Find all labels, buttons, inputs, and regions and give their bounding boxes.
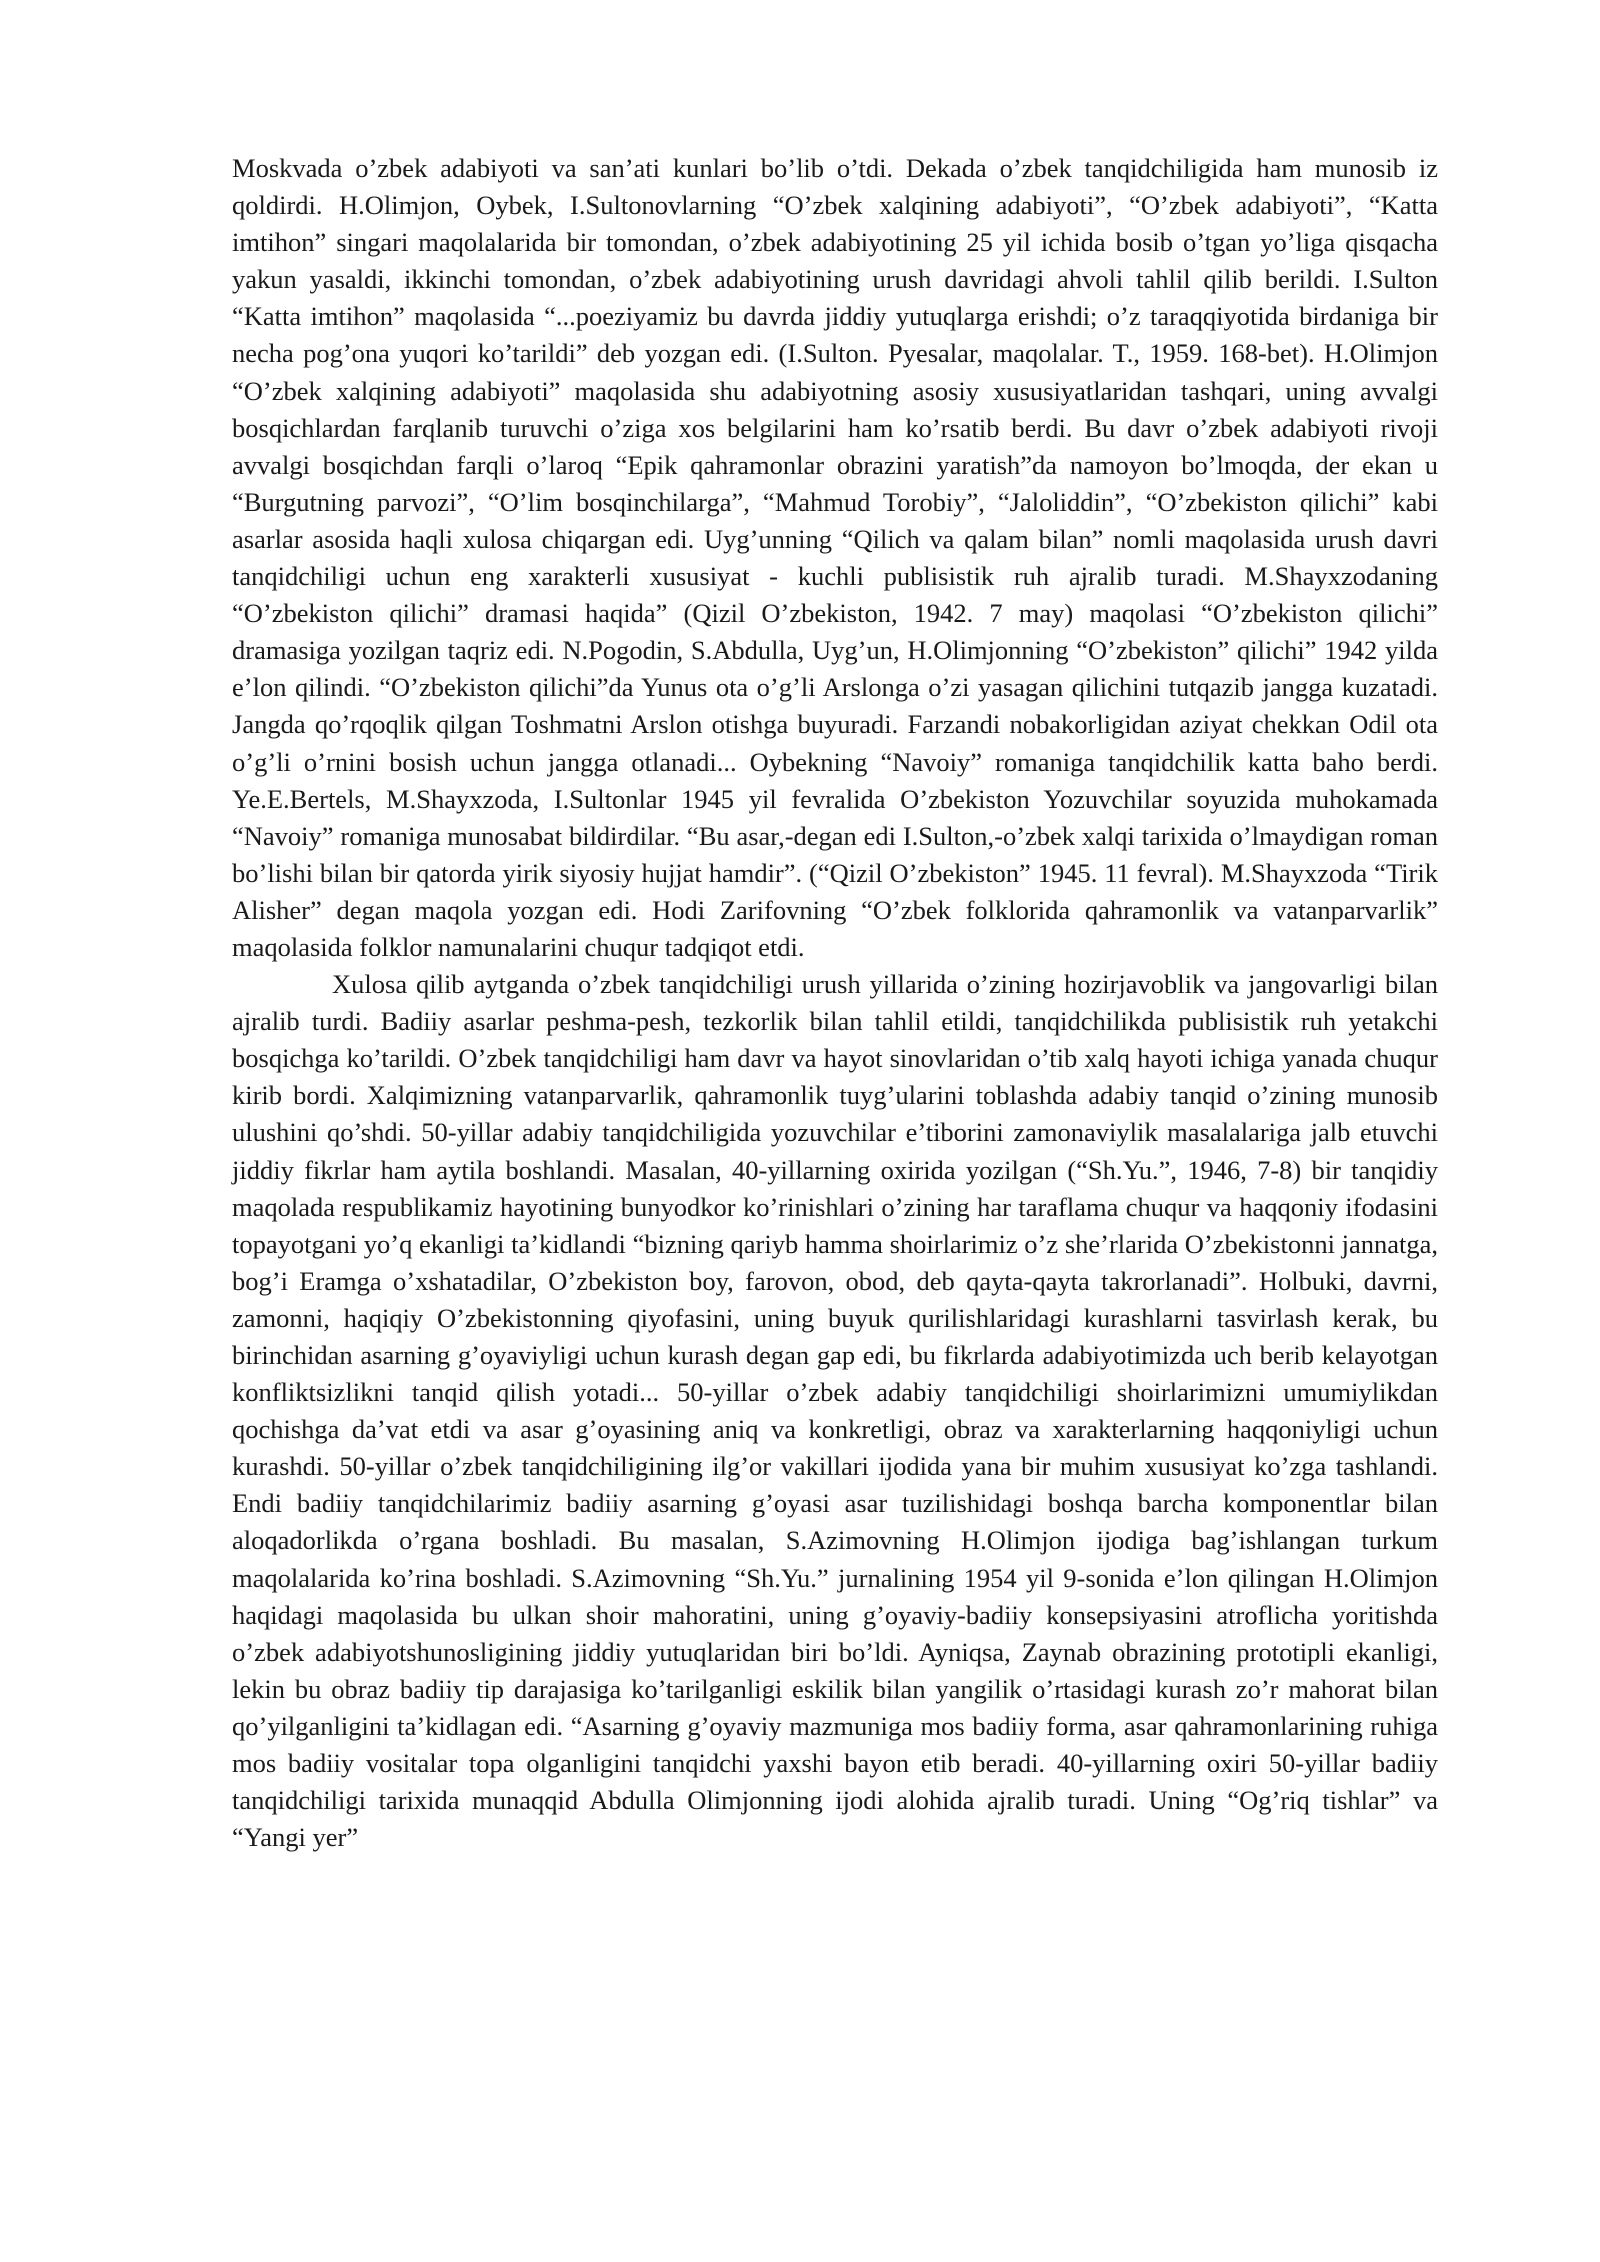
body-paragraph-1: Moskvada o’zbek adabiyoti va san’ati kunlari bo’lib o’tdi. Dekada o’zbek tanqidchiligida ham munosib iz qoldirdi. H.Olimjon, Oybek, I.Sultonovlarning “O’zbek xalqining adabiyoti”, “O’zbek adabiyoti”, “Katta imtihon” singari maqolalarida bir tomondan, o’zbek adabiyotining 25 yil ichida bosib o’tgan yo’liga qisqacha yakun yasaldi, ikkinchi tomondan, o’zbek adabiyotining urush davridagi ahvoli tahlil qilib berildi. I.Sulton “Katta imtihon” maqolasida “...poeziyamiz bu davrda jiddiy yutuqlarga erishdi; o’z taraqqiyotida birdaniga bir necha pog’ona yuqori ko’tarildi” deb yozgan edi. (I.Sulton. Pyesalar, maqolalar. T., 1959. 168-bet). H.Olimjon “O’zbek xalqining adabiyoti” maqolasida shu adabiyotning asosiy xususiyatlaridan tashqari, uning avvalgi bosqichlardan farqlanib turuvchi o’ziga xos belgilarini ham ko’rsatib berdi. Bu davr o’zbek adabiyoti rivoji avvalgi bosqichdan farqli o’laroq “Epik qahramonlar obrazini yaratish”da namoyon bo’lmoqda, der ekan u “Burgutning parvozi”, “O’lim bosqinchilarga”, “Mahmud Torobiy”, “Jaloliddin”, “O’zbekiston qilichi” kabi asarlar asosida haqli xulosa chiqargan edi. Uyg’unning “Qilich va qalam bilan” nomli maqolasida urush davri tanqidchiligi uchun eng xarakterli xususiyat - kuchli publisistik ruh ajralib turadi. M.Shayxzodaning “O’zbekiston qilichi” dramasi haqida” (Qizil O’zbekiston, 1942. 7 may) maqolasi “O’zbekiston qilichi” dramasiga yozilgan taqriz edi. N.Pogodin, S.Abdulla, Uyg’un, H.Olimjonning “O’zbekiston” qilichi” 1942 yilda e’lon qilindi. “O’zbekiston qilichi”da Yunus ota o’g’li Arslonga o’zi yasagan qilichini tutqazib jangga kuzatadi. Jangda qo’rqoqlik qilgan Toshmatni Arslon otishga buyuradi. Farzandi nobakorligidan aziyat chekkan Odil ota o’g’li o’rnini bosish uchun jangga otlanadi... Oybekning “Navoiy” romaniga tanqidchilik katta baho berdi. Ye.E.Bertels, M.Shayxzoda, I.Sultonlar 1945 yil fevralida O’zbekiston Yozuvchilar soyuzida muhokamada “Navoiy” romaniga munosabat bildirdilar. “Bu asar,-degan edi I.Sulton,-o’zbek xalqi tarixida o’lmaydigan roman bo’lishi bilan bir qatorda yirik siyosiy hujjat hamdir”. (“Qizil O’zbekiston” 1945. 11 fevral). M.Shayxzoda “Tirik Alisher” degan maqola yozgan edi. Hodi Zarifovning “O’zbek folklorida qahramonlik va vatanparvarlik” maqolasida folklor namunalarini chuqur tadqiqot etdi.: [232, 153, 1438, 962]
body-paragraph-2: Xulosa qilib aytganda o’zbek tanqidchiligi urush yillarida o’zining hozirjavoblik va jangovarligi bilan ajralib turdi. Badiiy asarlar peshma-pesh, tezkorlik bilan tahlil etildi, tanqidchilikda publisistik ruh yetakchi bosqichga ko’tarildi. O’zbek tanqidchiligi ham davr va hayot sinovlaridan o’tib xalq hayoti ichiga yanada chuqur kirib bordi. Xalqimizning vatanparvarlik, qahramonlik tuyg’ularini toblashda adabiy tanqid o’zining munosib ulushini qo’shdi. 50-yillar adabiy tanqidchiligida yozuvchilar e’tiborini zamonaviylik masalalariga jalb etuvchi jiddiy fikrlar ham aytila boshlandi. Masalan, 40-yillarning oxirida yozilgan (“Sh.Yu.”, 1946, 7-8) bir tanqidiy maqolada respublikamiz hayotining bunyodkor ko’rinishlari o’zining har taraflama chuqur va haqqoniy ifodasini topayotgani yo’q ekanligi ta’kidlandi “bizning qariyb hamma shoirlarimiz o’z she’rlarida O’zbekistonni jannatga, bog’i Eramga o’xshatadilar, O’zbekiston boy, farovon, obod, deb qayta-qayta takrorlanadi”. Holbuki, davrni, zamonni, haqiqiy O’zbekistonning qiyofasini, uning buyuk qurilishlaridagi kurashlarni tasvirlash kerak, bu birinchidan asarning g’oyaviyligi uchun kurash degan gap edi, bu fikrlarda adabiyotimizda uch berib kelayotgan konfliktsizlikni tanqid qilish yotadi... 50-yillar o’zbek adabiy tanqidchiligi shoirlarimizni umumiylikdan qochishga da’vat etdi va asar g’oyasining aniq va konkretligi, obraz va xarakterlarning haqqoniyligi uchun kurashdi. 50-yillar o’zbek tanqidchiligining ilg’or vakillari ijodida yana bir muhim xususiyat ko’zga tashlandi. Endi badiiy tanqidchilarimiz badiiy asarning g’oyasi asar tuzilishidagi boshqa barcha komponentlar bilan aloqadorlikda o’rgana boshladi. Bu masalan, S.Azimovning H.Olimjon ijodiga bag’ishlangan turkum maqolalarida ko’rina boshladi. S.Azimovning “Sh.Yu.” jurnalining 1954 yil 9-sonida e’lon qilingan H.Olimjon haqidagi maqolasida bu ulkan shoir mahoratini, uning g’oyaviy-badiiy konsepsiyasini atroflicha yoritishda o’zbek adabiyotshunosligining jiddiy yutuqlaridan biri bo’ldi. Ayniqsa, Zaynab obrazining prototipli ekanligi, lekin bu obraz badiiy tip darajasiga ko’tarilganligi eskilik bilan yangilik o’rtasidagi kurash zo’r mahorat bilan qo’yilganligini ta’kidlagan edi. “Asarning g’oyaviy mazmuniga mos badiiy forma, asar qahramonlarining ruhiga mos badiiy vositalar topa olganligini tanqidchi yaxshi bayon etib beradi. 40-yillarning oxiri 50-yillar badiiy tanqidchiligi tarixida munaqqid Abdulla Olimjonning ijodi alohida ajralib turadi. Uning “Og’riq tishlar” va “Yangi yer”: [232, 969, 1438, 1853]
document-page: [232, 150, 1438, 1856]
